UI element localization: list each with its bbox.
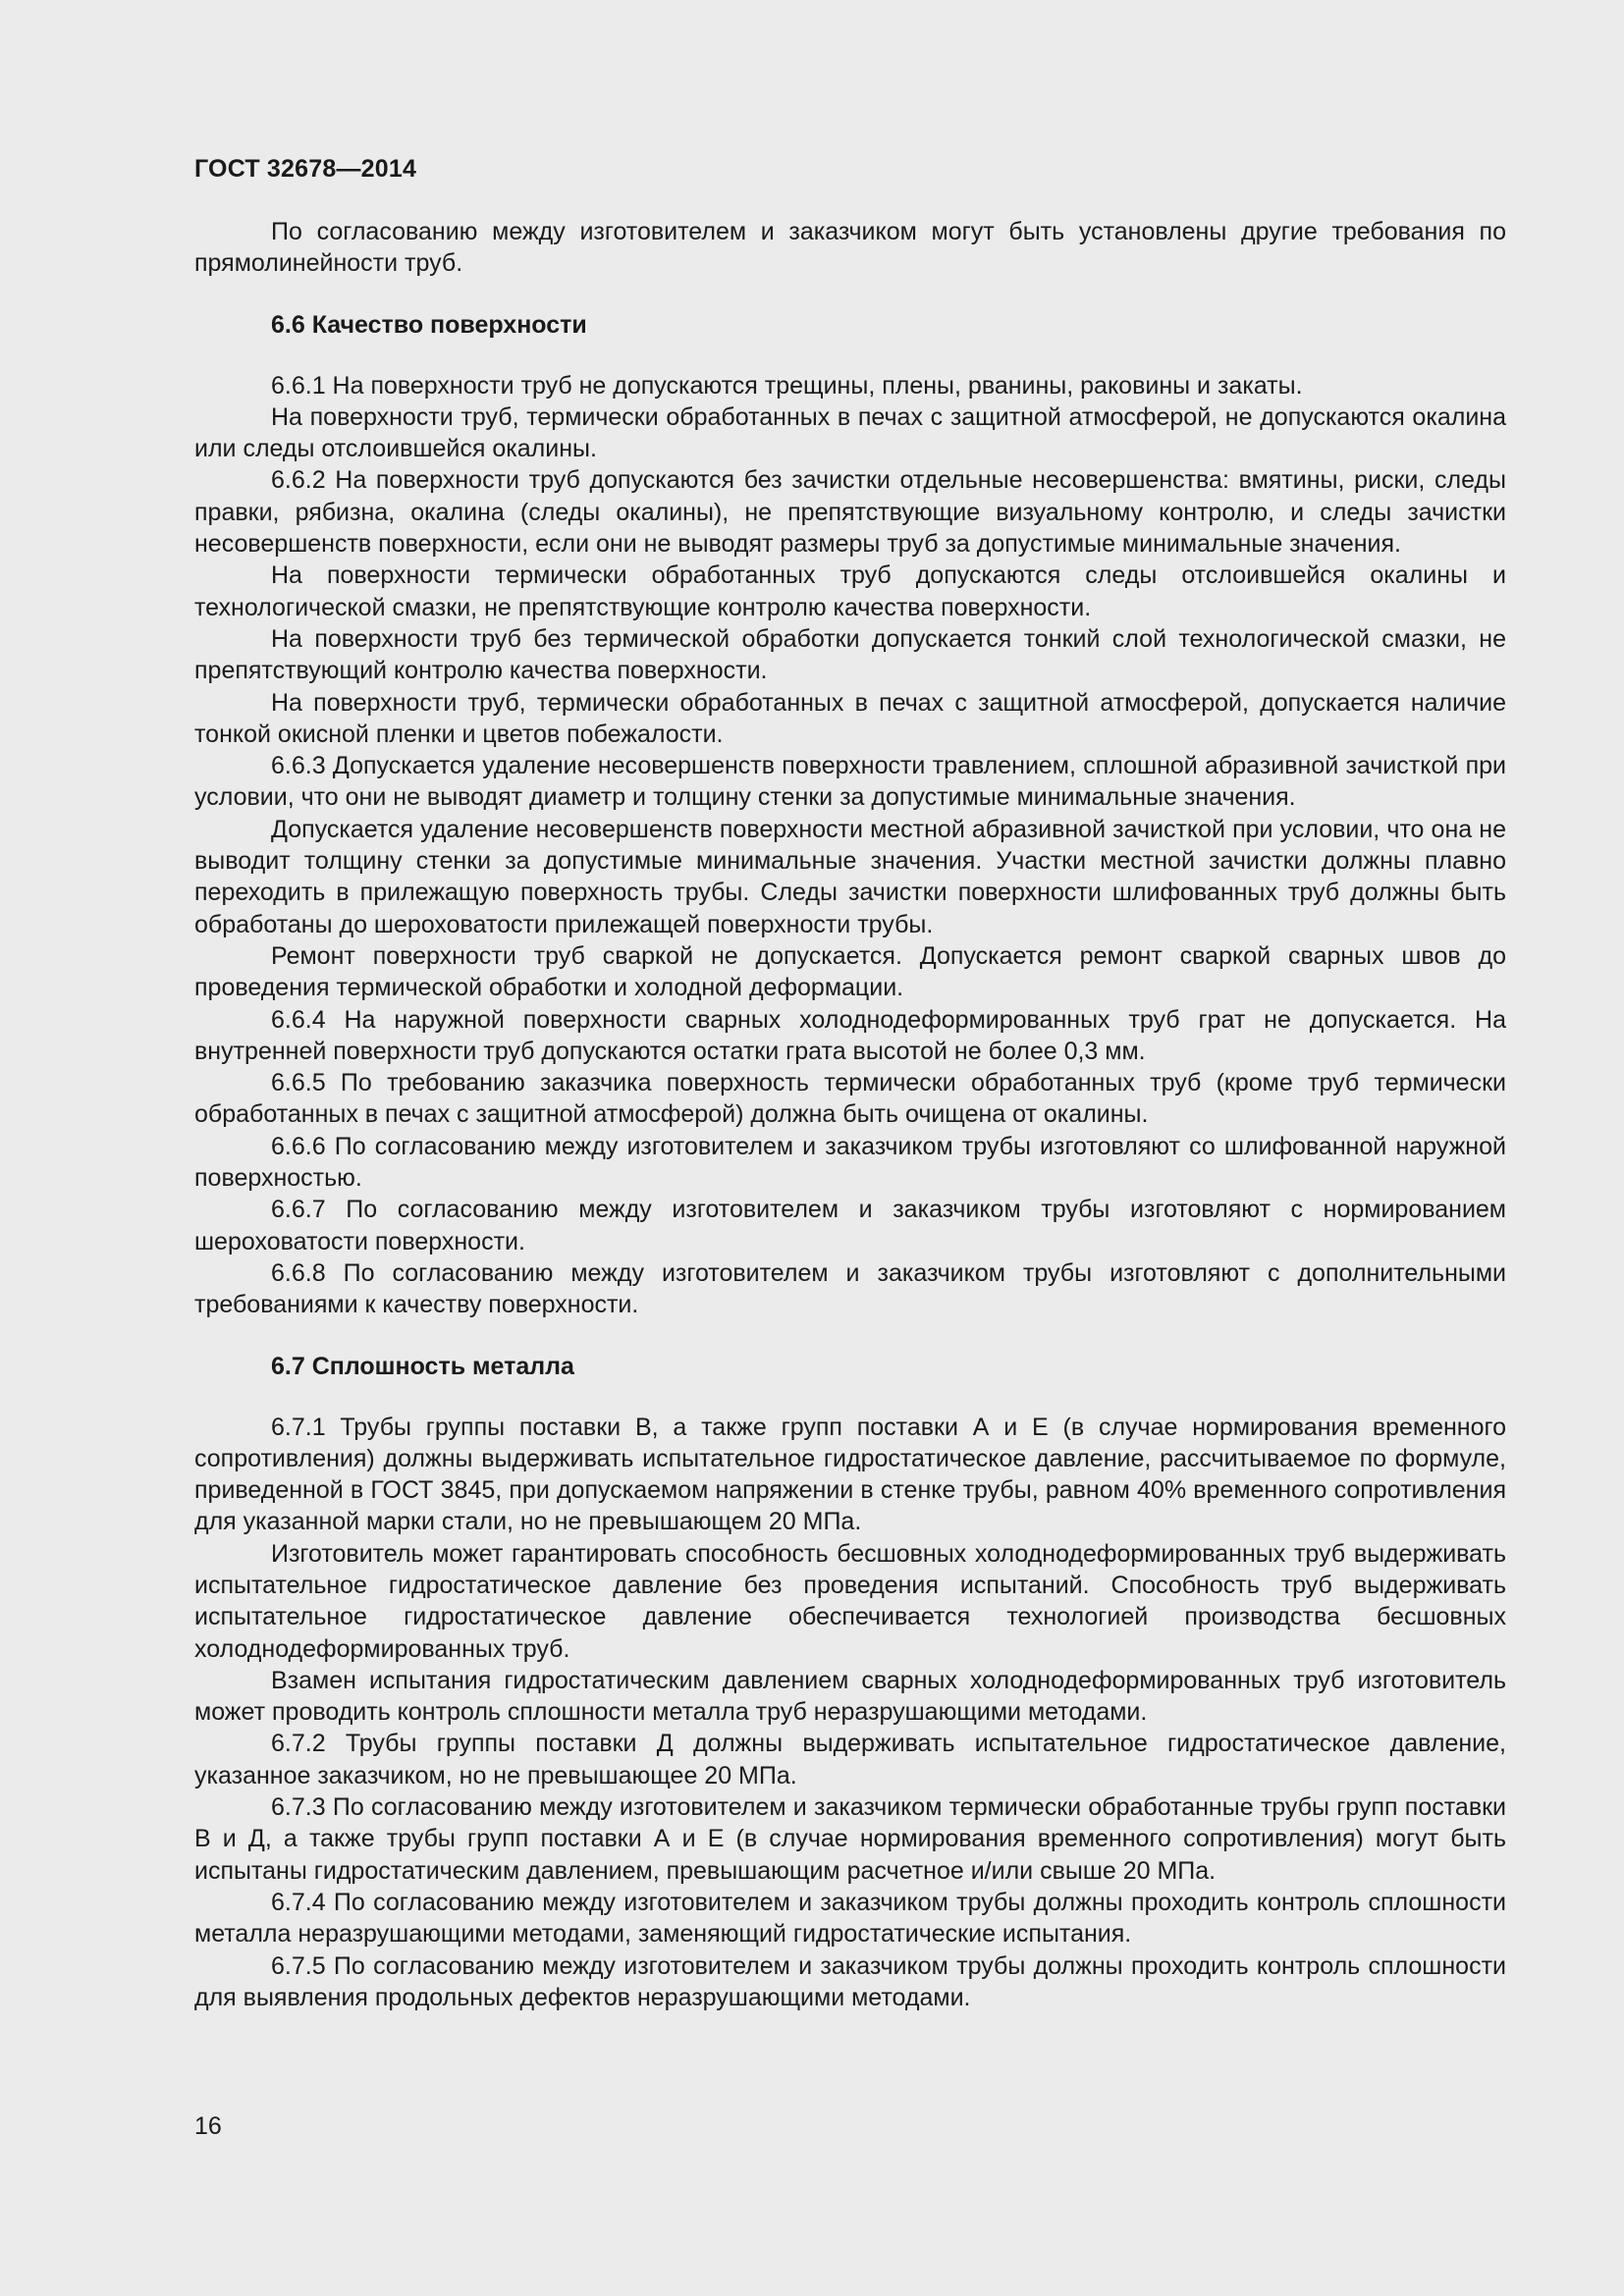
- paragraph: 6.7.1 Трубы группы поставки В, а также групп поставки А и Е (в случае нормирования временного сопротивления) должны выдерживать испытательное гидростатическое давление, рассчитываемое по формуле, приведенной в ГОСТ 3845, при допускаемом напряжении в стенке трубы, равном 40% временного сопротивления для указанной марки стали, но не превышающем 20 МПа.: [194, 1413, 1506, 1536]
- paragraph: Ремонт поверхности труб сваркой не допускается. Допускается ремонт сваркой сварных швов до проведения термической обработки и холодной деформации.: [194, 941, 1506, 1002]
- standard-header: ГОСТ 32678—2014: [194, 155, 417, 183]
- paragraph: На поверхности термически обработанных труб допускаются следы отслоившейся окалины и технологической смазки, не препятствующие контролю качества поверхности.: [194, 561, 1506, 621]
- paragraph: 6.6.2 На поверхности труб допускаются без зачистки отдельные несовершенства: вмятины, риски, следы правки, рябизна, окалина (следы окалины), не препятствующие визуальному контролю, и следы зачистки несовершенств поверхности, если они не выводят размеры труб за допустимые минимальные значения.: [194, 466, 1506, 559]
- section-6-6-body: [194, 370, 1506, 1321]
- paragraph: 6.6.8 По согласованию между изготовителем и заказчиком трубы изготовляют с дополнительными требованиями к качеству поверхности.: [194, 1258, 1506, 1319]
- paragraph: 6.6.4 На наружной поверхности сварных холоднодеформированных труб грат не допускается. На внутренней поверхности труб допускаются остатки грата высотой не более 0,3 мм.: [194, 1005, 1506, 1065]
- paragraph: 6.7.2 Трубы группы поставки Д должны выдерживать испытательное гидростатическое давление, указанное заказчиком, но не превышающее 20 МПа.: [194, 1730, 1506, 1789]
- paragraph: 6.7.4 По согласованию между изготовителем и заказчиком трубы должны проходить контроль сплошности металла неразрушающими методами, заменяющий гидростатические испытания.: [194, 1888, 1506, 1949]
- paragraph: 6.6.3 Допускается удаление несовершенств поверхности травлением, сплошной абразивной зачисткой при условии, что они не выводят диаметр и толщину стенки за допустимые минимальные значения.: [194, 752, 1506, 812]
- paragraph: 6.6.1 На поверхности труб не допускаются трещины, плены, рванины, раковины и закаты.: [271, 371, 1303, 400]
- section-6-6-heading: 6.6 Качество поверхности: [271, 310, 587, 339]
- paragraph: Допускается удаление несовершенств поверхности местной абразивной зачисткой при условии, что она не выводит толщину стенки за допустимые минимальные значения. Участки местной зачистки должны плавно переходить в прилежащую поверхность трубы. Следы зачистки поверхности шлифованных труб должны быть обработаны до шероховатости прилежащей поверхности трубы.: [194, 815, 1506, 938]
- paragraph: 6.7.5 По согласованию между изготовителем и заказчиком трубы должны проходить контроль сплошности для выявления продольных дефектов неразрушающими методами.: [194, 1951, 1506, 2011]
- paragraph: 6.6.5 По требованию заказчика поверхность термически обработанных труб (кроме труб термически обработанных в печах с защитной атмосферой) должна быть очищена от окалины.: [194, 1069, 1506, 1129]
- section-6-7-body: [194, 1412, 1506, 2014]
- paragraph: На поверхности труб без термической обработки допускается тонкий слой технологической смазки, не препятствующий контролю качества поверхности.: [194, 624, 1506, 685]
- paragraph: 6.6.6 По согласованию между изготовителем и заказчиком трубы изготовляют со шлифованной наружной поверхностью.: [194, 1132, 1506, 1193]
- page-number: 16: [194, 2112, 222, 2140]
- paragraph: На поверхности труб, термически обработанных в печах с защитной атмосферой, не допускаются окалина или следы отслоившейся окалины.: [194, 402, 1506, 463]
- paragraph: Взамен испытания гидростатическим давлением сварных холоднодеформированных труб изготовитель может проводить контроль сплошности металла труб неразрушающими методами.: [194, 1666, 1506, 1727]
- paragraph: 6.6.7 По согласованию между изготовителем и заказчиком трубы изготовляют с нормированием шероховатости поверхности.: [194, 1196, 1506, 1255]
- paragraph: Изготовитель может гарантировать способность бесшовных холоднодеформированных труб выдерживать испытательное гидростатическое давление без проведения испытаний. Способность труб выдерживать испытательное гидростатическое давление обеспечивается технологией производства бесшовных холоднодеформированных труб.: [194, 1539, 1506, 1663]
- paragraph-intro: По согласованию между изготовителем и заказчиком могут быть установлены другие требования по прямолинейности труб.: [194, 218, 1506, 278]
- paragraph: 6.7.3 По согласованию между изготовителем и заказчиком термически обработанные трубы групп поставки В и Д, а также трубы групп поставки А и Е (в случае нормирования временного сопротивления) могут быть испытаны гидростатическим давлением, превышающим расчетное и/или свыше 20 МПа.: [194, 1793, 1506, 1885]
- paragraph: На поверхности труб, термически обработанных в печах с защитной атмосферой, допускается наличие тонкой окисной пленки и цветов побежалости.: [194, 688, 1506, 748]
- section-6-7-heading: 6.7 Сплошность металла: [271, 1352, 574, 1380]
- page-content: [194, 216, 1506, 2013]
